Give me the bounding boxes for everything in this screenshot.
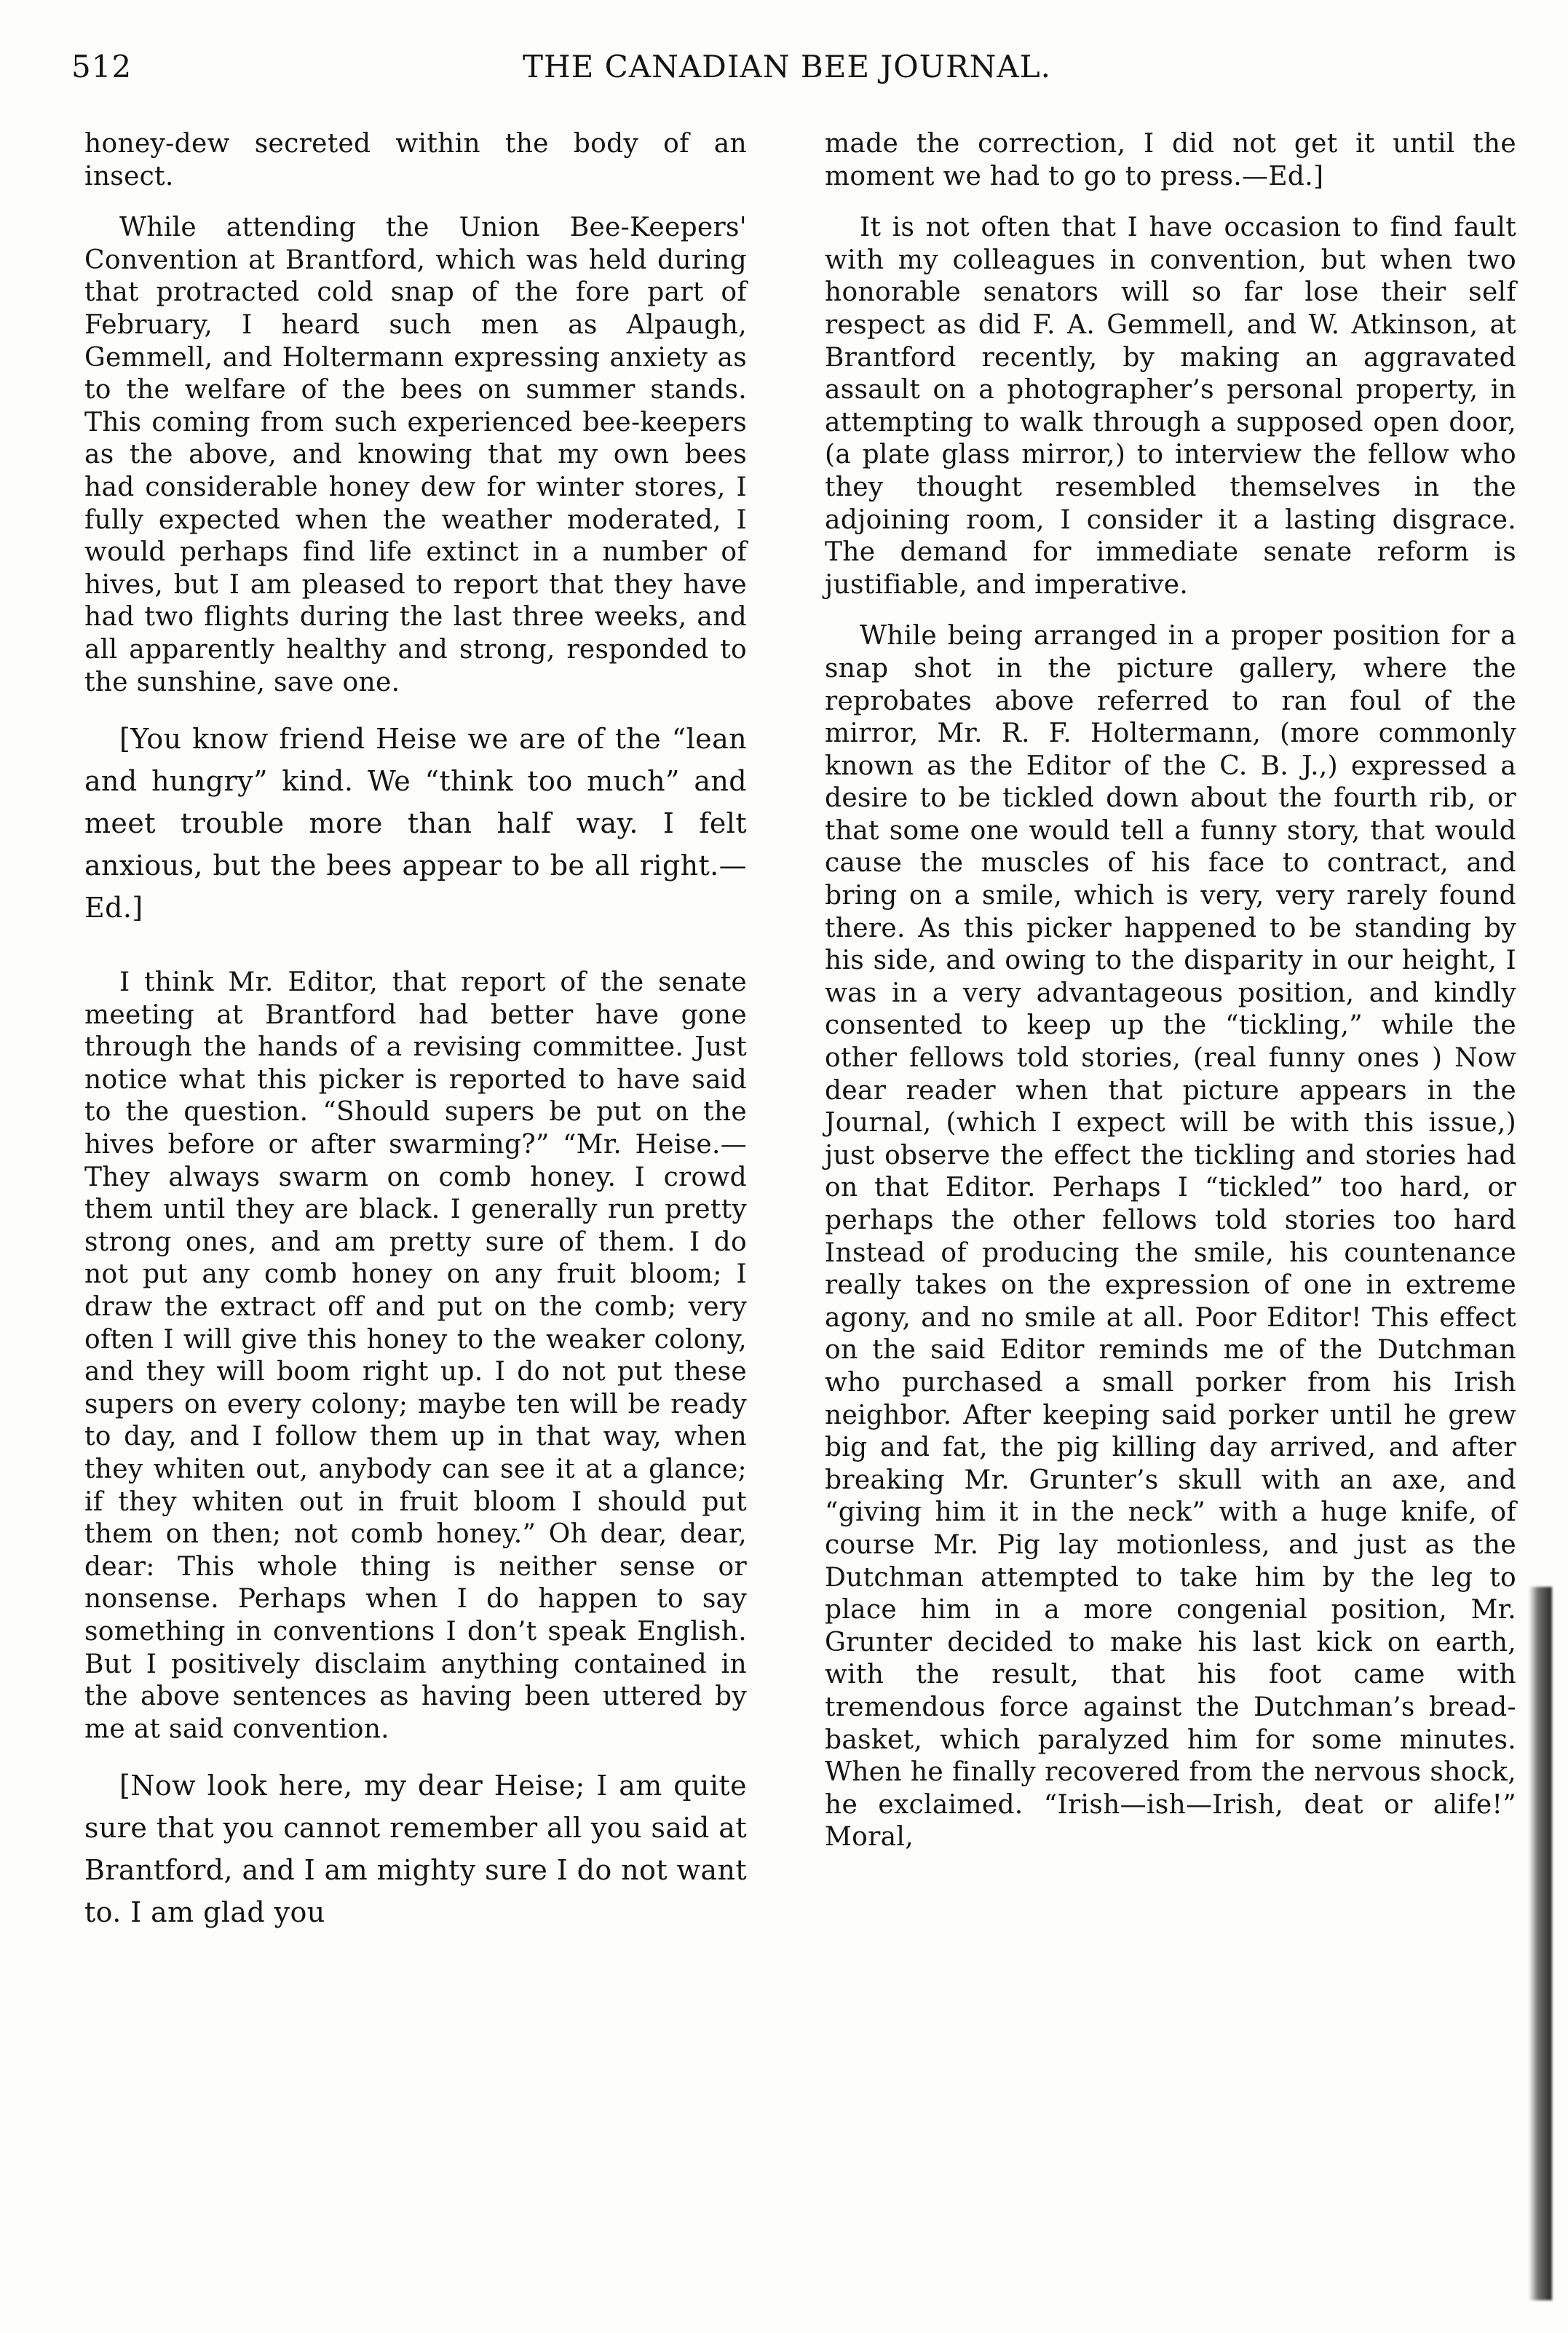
paragraph-convention-report: While attending the Union Bee-Keepers' Convention at Brantford, which was held during that protracted cold snap of the fore part of February, I heard such men as Alpaugh, Gemmell, and Holtermann expressing anxiety as to the welfare of the bees on summer stands. This coming from such experienced bee-keepers as the above, and knowing that my own bees had considerable honey dew for winter stores, I fully expected when the weather moderated, I would perhaps find life extinct in a number of hives, but I am pleased to report that they have had two flights during the last three weeks, and all apparently healthy and strong, responded to the sunshine, save one.	[84, 213, 747, 697]
running-head	[71, 41, 1502, 93]
right-column	[825, 128, 1516, 1873]
paragraph-snap-shot: While being arranged in a proper position for a snap shot in the picture gallery, where the reprobates above referred to ran foul of the mirror, Mr. R. F. Holtermann, (more commonly known as the Editor of the C. B. J.,) expressed a desire to be tickled down about the fourth rib, or that some one would tell a funny story, that would cause the muscles of his face to contract, and bring on a smile, which is very, very rarely found there. As this picker happened to be standing by his side, and owing to the disparity in our height, I was in a very advantageous position, and kindly consented to keep up the “tickling,” while the other fellows told stories, (real funny ones ) Now dear reader when that picture appears in the Journal, (which I expect will be with this issue,) just observe the effect the tickling and stories had on that Editor. Perhaps I “tickled” too hard, or perhaps the other fellows told stories too hard Instead of producing the smile, his countenance really takes on the expression of one in extreme agony, and no smile at all. Poor Editor! This effect on the said Editor reminds me of the Dutchman who purchased a small porker from his Irish neighbor. After keeping said porker until he grew big and fat, the pig killing day arrived, and after breaking Mr. Grunter’s skull with an axe, and “giving him it in the neck” with a huge knife, of course Mr. Pig lay motionless, and just as the Dutchman attempted to take him by the leg to place him in a more congenial position, Mr. Grunter decided to make his last kick on earth, with the result, that his foot came with tremendous force against the Dutchman’s bread-basket, which paralyzed him for some minutes. When he finally recovered from the nervous shock, he exclaimed. “Irish—ish—Irish, deat or alife!” Moral,	[825, 621, 1516, 1853]
page-number: 512	[71, 49, 132, 84]
page-edge-shadow	[1529, 1587, 1552, 2300]
paragraph-senate-report: I think Mr. Editor, that report of the senate meeting at Brantford had better have gone through the hands of a revising committee. Just notice what this picker is reported to have said to the question. “Should supers be put on the hives before or after swarming?” “Mr. Heise.—They always swarm on comb honey. I crowd them until they are black. I generally run pretty strong ones, and am pretty sure of them. I do not put any comb honey on any fruit bloom; I draw the extract off and put on the comb; very often I will give this honey to the weaker colony, and they will boom right up. I do not put these supers on every colony; maybe ten will be ready to day, and I follow them up in that way, when they whiten out, anybody can see it at a glance; if they whiten out in fruit bloom I should put them on then; not comb honey.” Oh dear, dear, dear: This whole thing is neither sense or nonsense. Perhaps when I do happen to say something in conventions I don’t speak English. But I positively disclaim anything contained in the above sentences as having been uttered by me at said convention.	[84, 967, 747, 1744]
left-column	[84, 128, 747, 1952]
editor-note-continued: made the correction, I did not get it until the moment we had to go to press.—Ed.]	[825, 129, 1516, 191]
editor-note-lean-and-hungry: [You know friend Heise we are of the “lean and hungry” kind. We “think too much” and meet trouble more than half way. I felt anxious, but the bees appear to be all right.—Ed.]	[84, 723, 747, 924]
paragraph-senators-assault: It is not often that I have occasion to find fault with my colleagues in convention, but when two honorable senators will so far lose their self respect as did F. A. Gemmell, and W. Atkinson, at Brantford recently, by making an aggravated assault on a photographer’s personal property, in attempting to walk through a supposed open door, (a plate glass mirror,) to interview the fellow who they thought resembled themselves in the adjoining room, I consider it a lasting disgrace. The demand for immediate senate reform is justifiable, and imperative.	[825, 213, 1516, 600]
journal-title: THE CANADIAN BEE JOURNAL.	[522, 49, 1052, 84]
paragraph-continued: honey-dew secreted within the body of an insect.	[84, 129, 747, 191]
editor-note-now-look-here: [Now look here, my dear Heise; I am quite sure that you cannot remember all you said at Brantford, and I am mighty sure I do not want to. I am glad you	[84, 1770, 747, 1929]
